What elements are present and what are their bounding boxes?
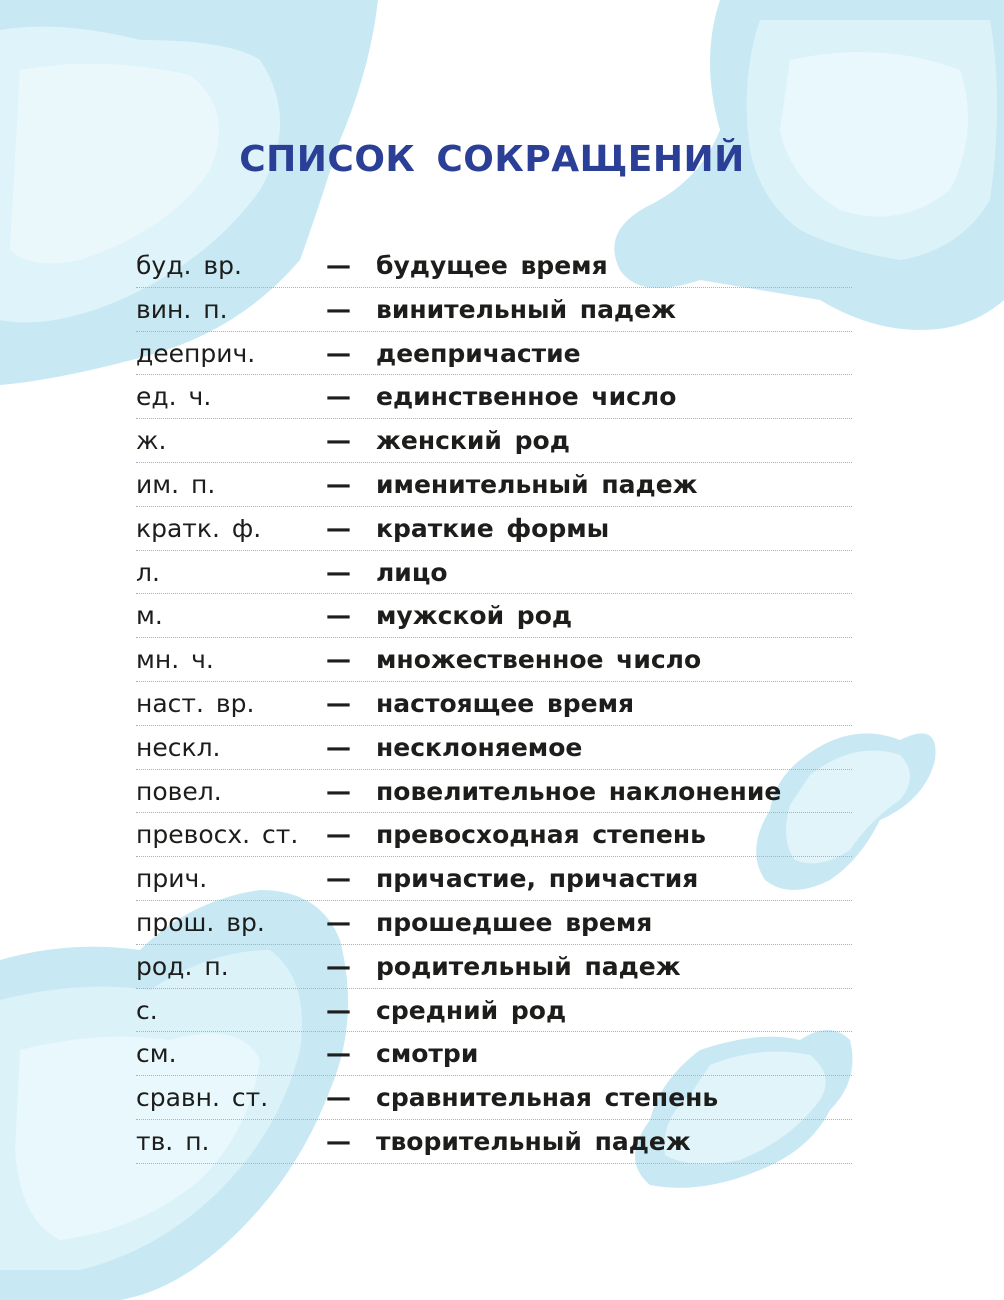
abbreviation-term: нескл. (136, 732, 221, 762)
em-dash: — (326, 951, 351, 981)
em-dash: — (326, 382, 351, 412)
abbreviation-row (136, 244, 852, 288)
em-dash: — (326, 294, 351, 324)
abbreviation-row (136, 682, 852, 726)
abbreviation-definition: винительный падеж (376, 294, 676, 324)
abbreviation-definition: повелительное наклонение (376, 776, 782, 806)
abbreviation-term: превосх. ст. (136, 820, 299, 850)
abbreviation-row (136, 945, 852, 989)
abbreviation-term: буд. вр. (136, 251, 242, 280)
abbreviation-row (136, 551, 852, 595)
abbreviation-row (136, 1032, 852, 1076)
abbreviation-row (136, 638, 852, 682)
em-dash: — (326, 251, 351, 280)
page-title: СПИСОК СОКРАЩЕНИЙ (239, 139, 745, 180)
em-dash: — (326, 907, 351, 937)
abbreviation-definition: лицо (376, 557, 448, 587)
em-dash: — (326, 426, 351, 456)
em-dash: — (326, 469, 351, 499)
abbreviation-row (136, 332, 852, 376)
abbreviation-term: см. (136, 1039, 177, 1069)
abbreviation-term: прич. (136, 864, 208, 894)
abbreviation-definition: творительный падеж (376, 1126, 691, 1156)
abbreviation-row (136, 288, 852, 332)
abbreviation-definition: множественное число (376, 645, 702, 675)
em-dash: — (326, 557, 351, 587)
em-dash: — (326, 1083, 351, 1113)
em-dash: — (326, 645, 351, 675)
em-dash: — (326, 776, 351, 806)
abbreviation-term: вин. п. (136, 294, 228, 324)
abbreviation-definition: превосходная степень (376, 820, 706, 850)
em-dash: — (326, 1039, 351, 1069)
abbreviation-term: с. (136, 995, 158, 1025)
abbreviation-row (136, 770, 852, 814)
em-dash: — (326, 513, 351, 543)
abbreviation-definition: сравнительная степень (376, 1083, 719, 1113)
abbreviation-definition: настоящее время (376, 688, 635, 718)
abbreviation-row (136, 375, 852, 419)
abbreviation-term: дееприч. (136, 338, 256, 368)
abbreviation-term: л. (136, 557, 160, 587)
abbreviation-row (136, 857, 852, 901)
abbreviation-definition: именительный падеж (376, 469, 698, 499)
em-dash: — (326, 601, 351, 631)
abbreviation-definition: единственное число (376, 382, 677, 412)
abbreviation-definition: женский род (376, 426, 570, 456)
abbreviation-term: мн. ч. (136, 645, 214, 675)
abbreviation-row (136, 594, 852, 638)
abbreviation-definition: будущее время (376, 251, 608, 280)
abbreviation-row (136, 507, 852, 551)
abbreviation-definition: причастие, причастия (376, 864, 699, 894)
em-dash: — (326, 1126, 351, 1156)
abbreviation-term: род. п. (136, 951, 229, 981)
abbreviation-definition: деепричастие (376, 338, 581, 368)
abbreviation-row (136, 989, 852, 1033)
abbreviation-definition: средний род (376, 995, 567, 1025)
abbreviation-definition: краткие формы (376, 513, 610, 543)
abbreviation-row (136, 1076, 852, 1120)
abbreviation-list (136, 244, 852, 1164)
em-dash: — (326, 864, 351, 894)
abbreviation-term: прош. вр. (136, 907, 265, 937)
abbreviation-term: им. п. (136, 469, 216, 499)
abbreviation-term: кратк. ф. (136, 513, 262, 543)
abbreviation-definition: мужской род (376, 601, 573, 631)
abbreviation-term: ед. ч. (136, 382, 212, 412)
abbreviation-term: сравн. ст. (136, 1083, 269, 1113)
abbreviation-row (136, 726, 852, 770)
abbreviation-row (136, 813, 852, 857)
abbreviation-term: повел. (136, 776, 222, 806)
abbreviation-row (136, 1120, 852, 1164)
em-dash: — (326, 820, 351, 850)
abbreviation-definition: прошедшее время (376, 907, 653, 937)
abbreviation-term: наст. вр. (136, 688, 255, 718)
em-dash: — (326, 732, 351, 762)
abbreviation-definition: несклоняемое (376, 732, 583, 762)
abbreviation-row (136, 463, 852, 507)
abbreviation-term: тв. п. (136, 1126, 210, 1156)
abbreviation-definition: родительный падеж (376, 951, 681, 981)
abbreviation-definition: смотри (376, 1039, 479, 1069)
em-dash: — (326, 688, 351, 718)
abbreviation-term: ж. (136, 426, 167, 456)
abbreviation-row (136, 419, 852, 463)
abbreviation-term: м. (136, 601, 163, 631)
em-dash: — (326, 338, 351, 368)
em-dash: — (326, 995, 351, 1025)
abbreviation-row (136, 901, 852, 945)
